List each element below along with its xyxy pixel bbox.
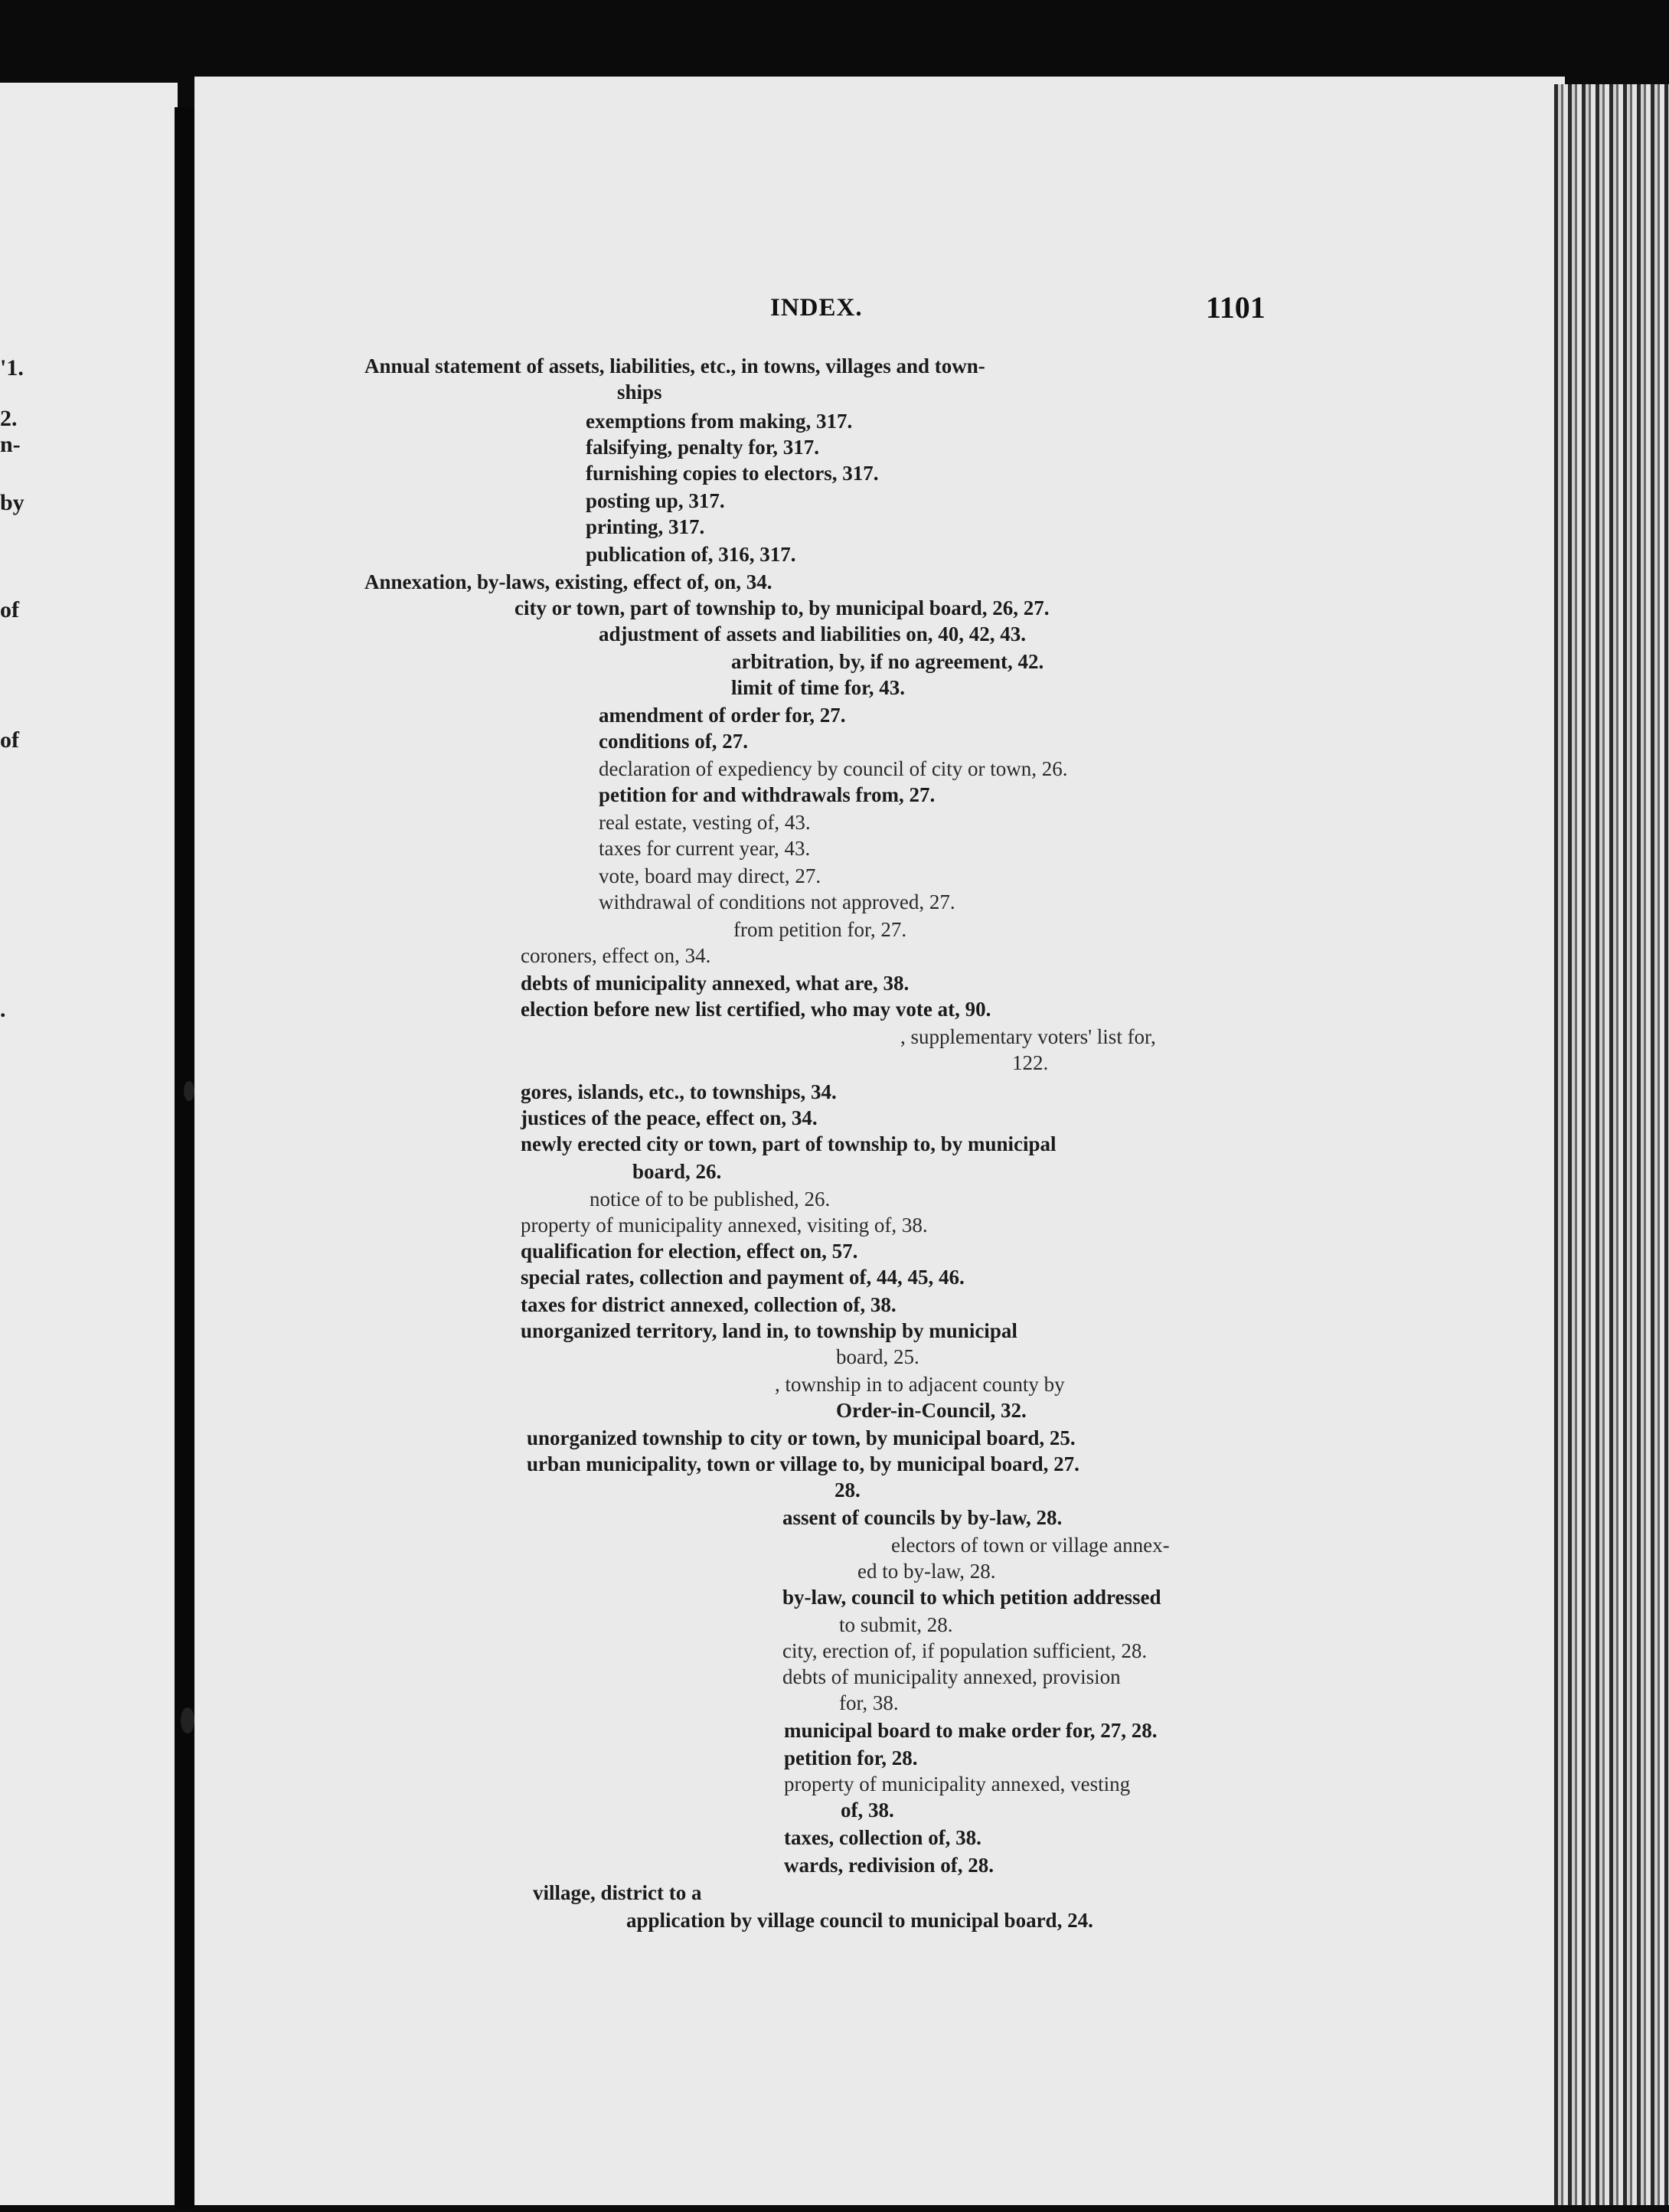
index-entry: amendment of order for, 27. [599, 704, 846, 727]
index-entry: property of municipality annexed, visiting of, 38. [521, 1214, 928, 1237]
index-entry: arbitration, by, if no agreement, 42. [731, 650, 1044, 673]
index-entry: ed to by-law, 28. [857, 1560, 996, 1583]
left-page-fragment: n- [0, 432, 21, 457]
index-entry: limit of time for, 43. [731, 676, 905, 699]
left-page-fragment: 2. [0, 406, 18, 431]
index-entry: ships [617, 381, 662, 404]
index-entry: application by village council to municipal board, 24. [626, 1909, 1093, 1932]
left-page [0, 83, 178, 2205]
index-entry: printing, 317. [586, 515, 705, 538]
index-entry: coroners, effect on, 34. [521, 944, 711, 967]
scan-speck [184, 1081, 194, 1101]
index-entry: newly erected city or town, part of township to, by municipal [521, 1132, 1057, 1155]
index-entry: election before new list certified, who may vote at, 90. [521, 998, 991, 1021]
index-entry: petition for, 28. [784, 1746, 918, 1769]
index-entry: municipal board to make order for, 27, 28. [784, 1719, 1158, 1742]
index-entry: board, 26. [632, 1160, 722, 1183]
index-entry: electors of town or village annex- [891, 1534, 1170, 1557]
index-entry: real estate, vesting of, 43. [599, 811, 811, 834]
index-entry: village, district to a [533, 1881, 702, 1904]
left-page-fragment: of [0, 727, 19, 753]
index-entry: Annual statement of assets, liabilities, etc., in towns, villages and town- [364, 355, 985, 377]
index-entry: 122. [1012, 1051, 1049, 1074]
page-number: 1101 [1206, 290, 1266, 325]
index-entry: assent of councils by by-law, 28. [782, 1506, 1063, 1529]
index-entry: property of municipality annexed, vesting [784, 1773, 1131, 1795]
index-entry: publication of, 316, 317. [586, 543, 796, 566]
index-entry: unorganized township to city or town, by municipal board, 25. [527, 1426, 1076, 1449]
left-page-fragment: of [0, 597, 19, 622]
index-entry: justices of the peace, effect on, 34. [521, 1106, 818, 1129]
index-entry: qualification for election, effect on, 57. [521, 1240, 858, 1263]
index-entry: debts of municipality annexed, what are, 38. [521, 972, 910, 995]
index-entry: vote, board may direct, 27. [599, 864, 821, 887]
index-entry: exemptions from making, 317. [586, 410, 853, 433]
index-entry: unorganized territory, land in, to township by municipal [521, 1319, 1017, 1342]
scan-speck [181, 1707, 194, 1733]
index-entry: special rates, collection and payment of, 44, 45, 46. [521, 1266, 965, 1289]
index-entry: taxes for district annexed, collection of, 38. [521, 1293, 897, 1316]
index-entry: to submit, 28. [839, 1613, 953, 1636]
index-entry: board, 25. [836, 1345, 919, 1368]
page-header-title: INDEX. [770, 294, 863, 322]
index-entry: taxes for current year, 43. [599, 837, 811, 860]
left-page-fragment: '1. [0, 355, 24, 381]
index-entry: for, 38. [839, 1691, 899, 1714]
index-entry: debts of municipality annexed, provision [782, 1665, 1121, 1688]
index-entry: conditions of, 27. [599, 730, 749, 753]
left-page-fragment: by [0, 490, 24, 515]
index-entry: petition for and withdrawals from, 27. [599, 783, 936, 806]
index-entry: , supplementary voters' list for, [900, 1025, 1156, 1048]
index-entry: falsifying, penalty for, 317. [586, 436, 820, 459]
index-entry: wards, redivision of, 28. [784, 1854, 995, 1877]
index-entry: , township in to adjacent county by [775, 1373, 1065, 1396]
index-entry: urban municipality, town or village to, by municipal board, 27. [527, 1452, 1079, 1475]
index-entry: city or town, part of township to, by municipal board, 26, 27. [514, 596, 1050, 619]
index-entry: from petition for, 27. [733, 918, 907, 941]
index-entry: posting up, 317. [586, 489, 725, 512]
index-entry: furnishing copies to electors, 317. [586, 462, 879, 485]
index-entry: Annexation, by-laws, existing, effect of, on, 34. [364, 570, 772, 593]
index-entry: notice of to be published, 26. [590, 1188, 831, 1211]
book-gutter [175, 107, 194, 2209]
index-entry: Order-in-Council, 32. [836, 1399, 1027, 1422]
index-entry: declaration of expediency by council of city or town, 26. [599, 757, 1068, 780]
index-entry: by-law, council to which petition addressed [782, 1586, 1161, 1609]
index-entry: adjustment of assets and liabilities on, 40, 42, 43. [599, 622, 1027, 645]
index-entry: 28. [834, 1478, 861, 1501]
index-entry: city, erection of, if population sufficient, 28. [782, 1639, 1148, 1662]
index-entry: withdrawal of conditions not approved, 27. [599, 890, 955, 913]
index-entry: taxes, collection of, 38. [784, 1826, 981, 1849]
page-edges [1554, 84, 1669, 2205]
index-entry: of, 38. [841, 1799, 894, 1822]
index-entry: gores, islands, etc., to townships, 34. [521, 1080, 837, 1103]
left-page-fragment: . [0, 997, 6, 1022]
